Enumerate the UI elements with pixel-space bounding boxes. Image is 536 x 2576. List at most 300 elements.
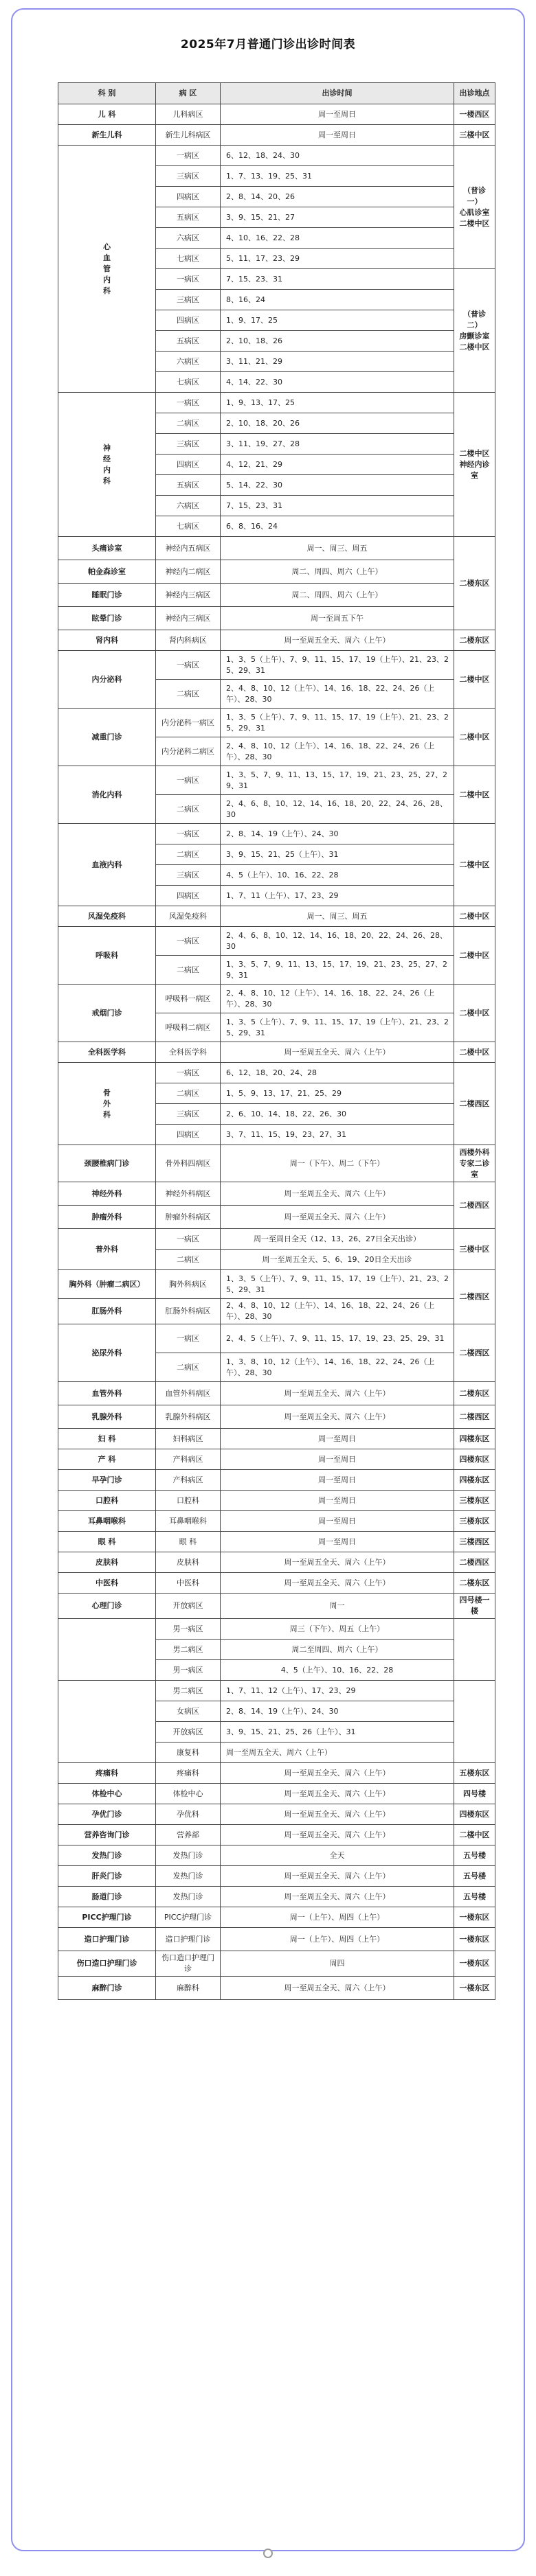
dept-cell: 肛肠外科	[58, 1299, 156, 1324]
table-row	[58, 584, 495, 607]
ward-cell: 三病区	[156, 434, 221, 455]
time-cell: 1、3、5（上午）、7、9、11、15、17、19（上午）、21、23、25、29、31	[221, 1270, 454, 1299]
ward-cell: 二病区	[156, 1250, 221, 1270]
ward-cell: 男一病区	[156, 1660, 221, 1681]
time-cell: 5、11、17、23、29	[221, 249, 454, 269]
location-cell: （普诊一） 心肌诊室 二楼中区	[454, 146, 495, 269]
dept-cell: 肾内科	[58, 630, 156, 651]
time-cell: 3、9、15、21、25（上午）、31	[221, 844, 454, 865]
time-cell: 5、14、22、30	[221, 475, 454, 496]
ward-cell: 二病区	[156, 1353, 221, 1382]
ward-cell: 风湿免疫科	[156, 906, 221, 927]
time-cell: 1、7、11（上午）、17、23、29	[221, 886, 454, 906]
ward-cell: 中医科	[156, 1573, 221, 1594]
ward-cell: 呼吸科一病区	[156, 985, 221, 1013]
table-row	[58, 709, 495, 737]
table-row	[58, 1449, 495, 1470]
location-cell: 二楼中区	[454, 927, 495, 985]
ward-cell: 二病区	[156, 844, 221, 865]
dept-cell: 颈腰椎病门诊	[58, 1145, 156, 1182]
dept-cell: 血管外科	[58, 1382, 156, 1405]
dept-cell: 伤口造口护理门诊	[58, 1951, 156, 1977]
ward-cell: 神经内三病区	[156, 584, 221, 607]
table-row	[58, 1573, 495, 1594]
ward-cell: 四病区	[156, 455, 221, 475]
location-cell: 二楼东区	[454, 537, 495, 630]
location-cell: 二楼西区	[454, 1063, 495, 1145]
time-cell: 周二至周四、周六（上午）	[221, 1640, 454, 1660]
ward-cell: 一病区	[156, 651, 221, 680]
dept-cell: 血液内科	[58, 824, 156, 906]
dept-cell: 神 经 内 科	[58, 393, 156, 537]
table-row	[58, 1552, 495, 1573]
dept-cell: 耳鼻咽喉科	[58, 1511, 156, 1532]
time-cell: 全天	[221, 1845, 454, 1866]
time-cell: 1、7、13、19、25、31	[221, 166, 454, 187]
header-location: 出诊地点	[454, 83, 495, 104]
location-cell: 二楼西区	[454, 1182, 495, 1229]
location-cell: 三楼中区	[454, 1229, 495, 1270]
location-cell: 一楼东区	[454, 1928, 495, 1951]
table-row	[58, 104, 495, 125]
dept-cell: 全科医学科	[58, 1042, 156, 1063]
ward-cell: 疼痛科	[156, 1763, 221, 1784]
table-row	[58, 1063, 495, 1083]
ward-cell: 男二病区	[156, 1681, 221, 1701]
ward-cell: 新生儿科病区	[156, 125, 221, 146]
time-cell: 4、12、21、29	[221, 455, 454, 475]
location-cell: 一楼东区	[454, 1951, 495, 1977]
ward-cell: 三病区	[156, 166, 221, 187]
time-cell: 周一至周五全天、周六（上午）	[221, 1206, 454, 1229]
time-cell: 周一至周日	[221, 1491, 454, 1511]
time-cell: 周一至周五全天、周六（上午）	[221, 1405, 454, 1429]
time-cell: 周一至周五全天、周六（上午）	[221, 1042, 454, 1063]
ward-cell: 男一病区	[156, 1619, 221, 1640]
table-row	[58, 1928, 495, 1951]
ward-cell: 神经内五病区	[156, 537, 221, 560]
ward-cell: 发热门诊	[156, 1866, 221, 1887]
dept-cell: 肿瘤外科	[58, 1206, 156, 1229]
location-cell	[454, 1619, 495, 1681]
table-body	[58, 104, 495, 2000]
ward-cell: 儿科病区	[156, 104, 221, 125]
header-time: 出诊时间	[221, 83, 454, 104]
ward-cell: 伤口造口护理门诊	[156, 1951, 221, 1977]
time-cell: 8、16、24	[221, 290, 454, 310]
time-cell: 周三（下午）、周五（上午）	[221, 1619, 454, 1640]
location-cell: 一楼东区	[454, 1977, 495, 2000]
table-row	[58, 1206, 495, 1229]
location-cell: 一楼东区	[454, 1907, 495, 1928]
location-cell: 二楼中区	[454, 709, 495, 766]
table-row	[58, 1042, 495, 1063]
time-cell: 4、14、22、30	[221, 372, 454, 393]
ward-cell: 四病区	[156, 1125, 221, 1145]
location-cell: 三楼东区	[454, 1511, 495, 1532]
ward-cell: 耳鼻咽喉科	[156, 1511, 221, 1532]
location-cell: 五号楼	[454, 1866, 495, 1887]
table-row	[58, 1511, 495, 1532]
time-cell: 周一	[221, 1594, 454, 1619]
dept-cell: 早孕门诊	[58, 1470, 156, 1491]
ward-cell: 一病区	[156, 1324, 221, 1353]
table-row	[58, 906, 495, 927]
location-cell: 四号楼	[454, 1784, 495, 1804]
ward-cell: 全科医学科	[156, 1042, 221, 1063]
ward-cell: 一病区	[156, 146, 221, 166]
location-cell: 五号楼	[454, 1845, 495, 1866]
table-row	[58, 985, 495, 1013]
ward-cell: 发热门诊	[156, 1887, 221, 1907]
time-cell: 6、8、16、24	[221, 516, 454, 537]
ward-cell: 女病区	[156, 1701, 221, 1722]
ward-cell: 六病区	[156, 228, 221, 249]
location-cell: 四楼东区	[454, 1470, 495, 1491]
location-cell: 二楼中区	[454, 906, 495, 927]
table-row	[58, 1270, 495, 1299]
table-row	[58, 630, 495, 651]
location-cell: 二楼东区	[454, 630, 495, 651]
table-row	[58, 1299, 495, 1324]
ward-cell: 内分泌科一病区	[156, 709, 221, 737]
ward-cell: 六病区	[156, 496, 221, 516]
table-row	[58, 1887, 495, 1907]
time-cell: 1、3、5（上午）、7、9、11、15、17、19（上午）、21、23、25、29、31	[221, 1013, 454, 1042]
time-cell: 3、11、21、29	[221, 352, 454, 372]
ward-cell: 一病区	[156, 1063, 221, 1083]
page-title: 2025年7月普通门诊出诊时间表	[180, 38, 356, 51]
schedule-table	[58, 82, 495, 2000]
ward-cell: 营养部	[156, 1825, 221, 1845]
time-cell: 2、4、6、8、10、12、14、16、18、20、22、24、26、28、30	[221, 795, 454, 824]
dept-cell: 儿 科	[58, 104, 156, 125]
table-row	[58, 1825, 495, 1845]
time-cell: 周一至周五下午	[221, 607, 454, 630]
ward-cell: 口腔科	[156, 1491, 221, 1511]
dept-cell: 妇 科	[58, 1429, 156, 1449]
ward-cell: 二病区	[156, 413, 221, 434]
table-row	[58, 1866, 495, 1887]
time-cell: 3、7、11、15、19、23、27、31	[221, 1125, 454, 1145]
time-cell: 2、10、18、20、26	[221, 413, 454, 434]
time-cell: 周一至周五全天、周六（上午）	[221, 1552, 454, 1573]
time-cell: 2、4、8、10、12（上午）、14、16、18、22、24、26（上午）、28、30	[221, 737, 454, 766]
dept-cell: 神经外科	[58, 1182, 156, 1206]
location-cell: 二楼西区	[454, 1405, 495, 1429]
location-cell: 二楼中区	[454, 651, 495, 709]
ward-cell: 六病区	[156, 352, 221, 372]
table-row	[58, 607, 495, 630]
time-cell: 周一至周五全天、周六（上午）	[221, 1573, 454, 1594]
table-row	[58, 1804, 495, 1825]
header-dept: 科 别	[58, 83, 156, 104]
ward-cell: 七病区	[156, 249, 221, 269]
time-cell: 周一至周日全天（12、13、26、27日全天出诊）	[221, 1229, 454, 1250]
page-indicator-icon	[263, 2549, 273, 2558]
ward-cell: 孕优科	[156, 1804, 221, 1825]
ward-cell: 一病区	[156, 927, 221, 956]
dept-cell: 睡眠门诊	[58, 584, 156, 607]
location-cell: 二楼中区	[454, 824, 495, 906]
table-header-row	[58, 83, 495, 104]
location-cell: 二楼西区	[454, 1324, 495, 1382]
location-cell: 三楼东区	[454, 1491, 495, 1511]
header-ward: 病 区	[156, 83, 221, 104]
time-cell: 周一至周日	[221, 1532, 454, 1552]
table-row	[58, 766, 495, 795]
table-row	[58, 1470, 495, 1491]
time-cell: 周一至周五全天、周六（上午）	[221, 1825, 454, 1845]
time-cell: 周一至周日	[221, 125, 454, 146]
dept-cell: 肠道门诊	[58, 1887, 156, 1907]
time-cell: 周一（上午）、周四（上午）	[221, 1907, 454, 1928]
dept-cell: 减重门诊	[58, 709, 156, 766]
table-row	[58, 1907, 495, 1928]
time-cell: 4、10、16、22、28	[221, 228, 454, 249]
time-cell: 4、5（上午）、10、16、22、28	[221, 865, 454, 886]
time-cell: 2、8、14、19（上午）、24、30	[221, 824, 454, 844]
ward-cell: 二病区	[156, 1083, 221, 1104]
dept-cell: 心理门诊	[58, 1594, 156, 1619]
ward-cell: 一病区	[156, 824, 221, 844]
time-cell: 1、5、9、13、17、21、25、29	[221, 1083, 454, 1104]
time-cell: 1、7、11、12（上午）、17、23、29	[221, 1681, 454, 1701]
location-cell: 四楼东区	[454, 1449, 495, 1470]
ward-cell: 乳腺外科病区	[156, 1405, 221, 1429]
ward-cell: 麻醉科	[156, 1977, 221, 2000]
location-cell: 五楼东区	[454, 1763, 495, 1784]
location-cell: 四楼东区	[454, 1804, 495, 1825]
time-cell: 2、4、5（上午）、7、9、11、15、17、19、23、25、29、31	[221, 1324, 454, 1353]
table-row	[58, 1491, 495, 1511]
ward-cell: 五病区	[156, 331, 221, 352]
time-cell: 2、8、14、19（上午）、24、30	[221, 1701, 454, 1722]
time-cell: 周一至周五全天、周六（上午）	[221, 630, 454, 651]
ward-cell: 内分泌科二病区	[156, 737, 221, 766]
table-row	[58, 1182, 495, 1206]
ward-cell: 二病区	[156, 956, 221, 985]
dept-cell	[58, 1681, 156, 1763]
time-cell: 1、9、13、17、25	[221, 393, 454, 413]
dept-cell: 麻醉门诊	[58, 1977, 156, 2000]
time-cell: 3、9、15、21、27	[221, 207, 454, 228]
table-row	[58, 1405, 495, 1429]
time-cell: 2、6、10、14、18、22、26、30	[221, 1104, 454, 1125]
ward-cell: 七病区	[156, 516, 221, 537]
location-cell: 四楼东区	[454, 1429, 495, 1449]
location-cell: 二楼西区	[454, 1552, 495, 1573]
dept-cell: 戒烟门诊	[58, 985, 156, 1042]
table-row	[58, 1382, 495, 1405]
location-cell: 二楼东区	[454, 1382, 495, 1405]
ward-cell: 一病区	[156, 766, 221, 795]
dept-cell: 消化内科	[58, 766, 156, 824]
time-cell: 周一（下午）、周二（下午）	[221, 1145, 454, 1182]
time-cell: 周一至周五全天、5、6、19、20日全天出诊	[221, 1250, 454, 1270]
time-cell: 周一至周五全天、周六（上午）	[221, 1784, 454, 1804]
ward-cell: 四病区	[156, 310, 221, 331]
ward-cell: 开放病区	[156, 1594, 221, 1619]
time-cell: 周一至周日	[221, 1470, 454, 1491]
ward-cell: 造口护理门诊	[156, 1928, 221, 1951]
ward-cell: 四病区	[156, 187, 221, 207]
time-cell: 周一至周五全天、周六（上午）	[221, 1977, 454, 2000]
ward-cell: 开放病区	[156, 1722, 221, 1743]
location-cell: 二楼中区	[454, 1825, 495, 1845]
ward-cell: PICC护理门诊	[156, 1907, 221, 1928]
time-cell: 周一（上午）、周四（上午）	[221, 1928, 454, 1951]
dept-cell: 新生儿科	[58, 125, 156, 146]
dept-cell: 内分泌科	[58, 651, 156, 709]
time-cell: 周二、周四、周六（上午）	[221, 560, 454, 584]
time-cell: 2、4、8、10、12（上午）、14、16、18、22、24、26（上午）、28、30	[221, 680, 454, 709]
time-cell: 周一至周日	[221, 1449, 454, 1470]
ward-cell: 妇科病区	[156, 1429, 221, 1449]
ward-cell: 呼吸科二病区	[156, 1013, 221, 1042]
time-cell: 周一、周三、周五	[221, 906, 454, 927]
table-row	[58, 1145, 495, 1182]
time-cell: 周一至周日	[221, 1511, 454, 1532]
dept-cell: 皮肤科	[58, 1552, 156, 1573]
dept-cell: 中医科	[58, 1573, 156, 1594]
dept-cell: 产 科	[58, 1449, 156, 1470]
location-cell: 三楼中区	[454, 125, 495, 146]
table-row	[58, 1977, 495, 2000]
dept-cell: 体检中心	[58, 1784, 156, 1804]
time-cell: 1、3、5、7、9、11、13、15、17、19、21、23、25、27、29、31	[221, 766, 454, 795]
time-cell: 2、4、6、8、10、12、14、16、18、20、22、24、26、28、30	[221, 927, 454, 956]
time-cell: 3、11、19、27、28	[221, 434, 454, 455]
dept-cell: 孕优门诊	[58, 1804, 156, 1825]
dept-cell: 发热门诊	[58, 1845, 156, 1866]
table-row	[58, 1324, 495, 1353]
dept-cell: 呼吸科	[58, 927, 156, 985]
ward-cell: 神经内三病区	[156, 607, 221, 630]
location-cell: 二楼中区	[454, 985, 495, 1042]
time-cell: 1、3、8、10、12（上午）、14、16、18、22、24、26（上午）、28、30	[221, 1353, 454, 1382]
table-row	[58, 1429, 495, 1449]
location-cell: 二楼东区	[454, 1573, 495, 1594]
ward-cell: 一病区	[156, 393, 221, 413]
table-row	[58, 651, 495, 680]
time-cell: 7、15、23、31	[221, 269, 454, 290]
table-row	[58, 1951, 495, 1977]
location-cell	[454, 1681, 495, 1763]
table-row	[58, 537, 495, 560]
dept-cell: 帕金森诊室	[58, 560, 156, 584]
dept-cell: 口腔科	[58, 1491, 156, 1511]
table-row	[58, 125, 495, 146]
time-cell: 周一至周五全天、周六（上午）	[221, 1382, 454, 1405]
ward-cell: 三病区	[156, 1104, 221, 1125]
location-cell: 四号楼一楼	[454, 1594, 495, 1619]
location-cell: 西楼外科专家二诊室	[454, 1145, 495, 1182]
ward-cell: 胸外科病区	[156, 1270, 221, 1299]
ward-cell: 发热门诊	[156, 1845, 221, 1866]
table-row	[58, 1619, 495, 1640]
time-cell: 周一至周五全天、周六（上午）	[221, 1866, 454, 1887]
ward-cell: 五病区	[156, 475, 221, 496]
time-cell: 2、8、14、20、26	[221, 187, 454, 207]
time-cell: 6、12、18、24、30	[221, 146, 454, 166]
location-cell: 一楼西区	[454, 104, 495, 125]
time-cell: 6、12、18、20、24、28	[221, 1063, 454, 1083]
table-row	[58, 146, 495, 166]
dept-cell: 普外科	[58, 1229, 156, 1270]
table-row	[58, 1763, 495, 1784]
ward-cell: 七病区	[156, 372, 221, 393]
table-row	[58, 927, 495, 956]
location-cell: 三楼西区	[454, 1532, 495, 1552]
ward-cell: 二病区	[156, 680, 221, 709]
time-cell: 2、4、8、10、12（上午）、14、16、18、22、24、26（上午）、28、30	[221, 985, 454, 1013]
dept-cell: 头痛诊室	[58, 537, 156, 560]
location-cell: 二楼中区	[454, 1042, 495, 1063]
ward-cell: 一病区	[156, 1229, 221, 1250]
dept-cell: 眼 科	[58, 1532, 156, 1552]
ward-cell: 四病区	[156, 886, 221, 906]
location-cell: 二楼中区	[454, 766, 495, 824]
dept-cell: 疼痛科	[58, 1763, 156, 1784]
table-row	[58, 1532, 495, 1552]
ward-cell: 体检中心	[156, 1784, 221, 1804]
ward-cell: 肿瘤外科病区	[156, 1206, 221, 1229]
dept-cell: 风湿免疫科	[58, 906, 156, 927]
time-cell: 1、9、17、25	[221, 310, 454, 331]
time-cell: 周二、周四、周六（上午）	[221, 584, 454, 607]
ward-cell: 五病区	[156, 207, 221, 228]
time-cell: 4、5（上午）、10、16、22、28	[221, 1660, 454, 1681]
table-row	[58, 1845, 495, 1866]
table-row	[58, 1681, 495, 1701]
location-cell: 五号楼	[454, 1887, 495, 1907]
time-cell: 2、4、8、10、12（上午）、14、16、18、22、24、26（上午）、28、30	[221, 1299, 454, 1324]
time-cell: 周一至周五全天、周六（上午）	[221, 1887, 454, 1907]
location-cell: 二楼中区 神经内诊室	[454, 393, 495, 537]
dept-cell: 造口护理门诊	[58, 1928, 156, 1951]
ward-cell: 二病区	[156, 795, 221, 824]
time-cell: 周一至周五全天、周六（上午）	[221, 1763, 454, 1784]
time-cell: 周四	[221, 1951, 454, 1977]
table-row	[58, 824, 495, 844]
ward-cell: 神经外科病区	[156, 1182, 221, 1206]
ward-cell: 皮肤科	[156, 1552, 221, 1573]
time-cell: 周一至周日	[221, 104, 454, 125]
ward-cell: 眼 科	[156, 1532, 221, 1552]
dept-cell: 骨 外 科	[58, 1063, 156, 1145]
ward-cell: 三病区	[156, 865, 221, 886]
time-cell: 7、15、23、31	[221, 496, 454, 516]
ward-cell: 神经内二病区	[156, 560, 221, 584]
ward-cell: 肾内科病区	[156, 630, 221, 651]
dept-cell: 心 血 管 内 科	[58, 146, 156, 393]
table-row	[58, 1229, 495, 1250]
dept-cell: 泌尿外科	[58, 1324, 156, 1382]
ward-cell: 男二病区	[156, 1640, 221, 1660]
time-cell: 周一至周五全天、周六（上午）	[221, 1743, 454, 1763]
ward-cell: 骨外科四病区	[156, 1145, 221, 1182]
dept-cell: 乳腺外科	[58, 1405, 156, 1429]
table-row	[58, 1784, 495, 1804]
time-cell: 2、10、18、26	[221, 331, 454, 352]
dept-cell: 眩晕门诊	[58, 607, 156, 630]
location-cell: 二楼西区	[454, 1270, 495, 1324]
ward-cell: 产科病区	[156, 1470, 221, 1491]
time-cell: 周一、周三、周五	[221, 537, 454, 560]
dept-cell: 营养咨询门诊	[58, 1825, 156, 1845]
time-cell: 1、3、5（上午）、7、9、11、15、17、19（上午）、21、23、25、29、31	[221, 651, 454, 680]
